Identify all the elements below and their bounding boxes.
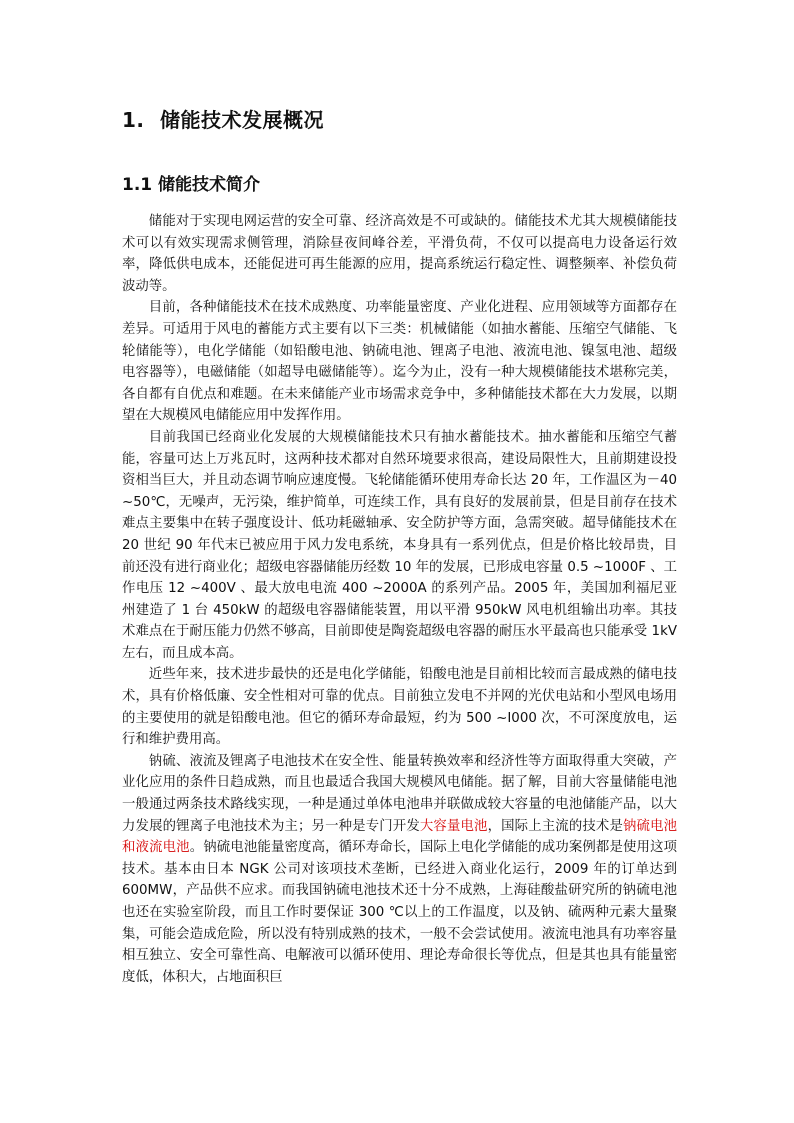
body-text	[122, 211, 677, 988]
paragraph-intro: 储能对于实现电网运营的安全可靠、经济高效是不可或缺的。储能技术尤其大规模储能技术可以有效实现需求侧管理，消除昼夜间峰谷差，平滑负荷，不仅可以提高电力设备运行效率，降低供电成本，还能促进可再生能源的应用，提高系统运行稳定性、调整频率、补偿负荷波动等。	[122, 214, 677, 294]
paragraph-text: 。钠硫电池能量密度高，循环寿命长，国际上电化学储能的成功案例都是使用这项技术。基本由日本 NGK 公司对该项技术垄断，已经进入商业化运行，2009 年的订单达到 600MW，产品供不应求。而我国钠硫电池技术还十分不成熟，上海硅酸盐研究所的钠硫电池也还在实验室阶段，而且工作时要保证 300 ℃以上的工作温度，以及钠、硫两种元素大量聚集，可能会造成危险，所以没有特别成熟的技术，一般不会尝试使用。液流电池具有功率容量相互独立、安全可靠性高、电解液可以循环使用、理论寿命很长等优点，但是其也具有能量密度低，体积大，占地面积巨	[122, 840, 677, 985]
highlight-large-capacity-battery: 大容量电池	[419, 818, 488, 834]
paragraph-commercial-status: 目前我国已经商业化发展的大规模储能技术只有抽水蓄能技术。抽水蓄能和压缩空气蓄能，容量可达上万兆瓦时，这两种技术都对自然环境要求很高，建设局限性大，且前期建设投资相当巨大，并且动态调节响应速度慢。飞轮储能循环使用寿命长达 20 年，工作温区为－40 ~50℃，无噪声，无污染，维护简单，可连续工作，具有良好的发展前景，但是目前存在技术难点主要集中在转子强度设计、低功耗磁轴承、安全防护等方面，急需突破。超导储能技术在 20 世纪 90 年代末已被应用于风力发电系统，本身具有一系列优点，但是价格比较昂贵，目前还没有进行商业化；超级电容器储能历经数 10 年的发展，已形成电容量 0.5 ~1000F 、工作电压 12 ~400V 、最大放电电流 400 ~2000A 的系列产品。2005 年，美国加利福尼亚州建造了 1 台 450kW 的超级电容器储能装置，用以平滑 950kW 风电机组输出功率。其技术难点在于耐压能力仍然不够高，目前即使是陶瓷超级电容器的耐压水平最高也只能承受 1kV 左右，而且成本高。	[122, 429, 677, 661]
paragraph-storage-types: 目前，各种储能技术在技术成熟度、功率能量密度、产业化进程、应用领域等方面都存在差异。可适用于风电的蓄能方式主要有以下三类：机械储能（如抽水蓄能、压缩空气储能、飞轮储能等），电化学储能（如铅酸电池、钠硫电池、锂离子电池、液流电池、镍氢电池、超级电容器等），电磁储能（如超导电磁储能等）。迄今为止，没有一种大规模储能技术堪称完美，各自都有自优点和难题。在未来储能产业市场需求竞争中，多种储能技术都在大力发展，以期望在大规模风电储能应用中发挥作用。	[122, 300, 677, 424]
section-number: 1.	[122, 108, 145, 132]
paragraph-lead-acid: 近些年来，技术进步最快的还是电化学储能，铅酸电池是目前相比较而言最成熟的储电技术，具有价格低廉、安全性相对可靠的优点。目前独立发电不并网的光伏电站和小型风电场用的主要使用的就是铅酸电池。但它的循环寿命最短，约为 500 ~I000 次，不可深度放电，运行和维护费用高。	[122, 667, 677, 748]
section-heading	[122, 104, 324, 133]
paragraph-text: 钠硫、液流及锂离子电池技术在安全性、能量转换效率和经济性等方面取得重大突破，产业化应用的条件日趋成熟，而且也最适合我国大规模风电储能。据了解，目前大容量储能电池一般通过两条技术路线实现，一种是通过单体电池串并联做成较大容量的电池储能产品，以大力发展的锂离子电池技术为主；另一种是专门开发	[122, 753, 677, 834]
highlight-nas-flow-battery: 钠硫电池和液流电池	[122, 818, 678, 856]
subsection-heading: 1.1 储能技术简介	[122, 175, 261, 195]
paragraph-battery-routes	[122, 751, 677, 989]
paragraph-text: ，国际上主流的技术是	[487, 818, 623, 834]
section-title: 储能技术发展概况	[160, 108, 324, 132]
